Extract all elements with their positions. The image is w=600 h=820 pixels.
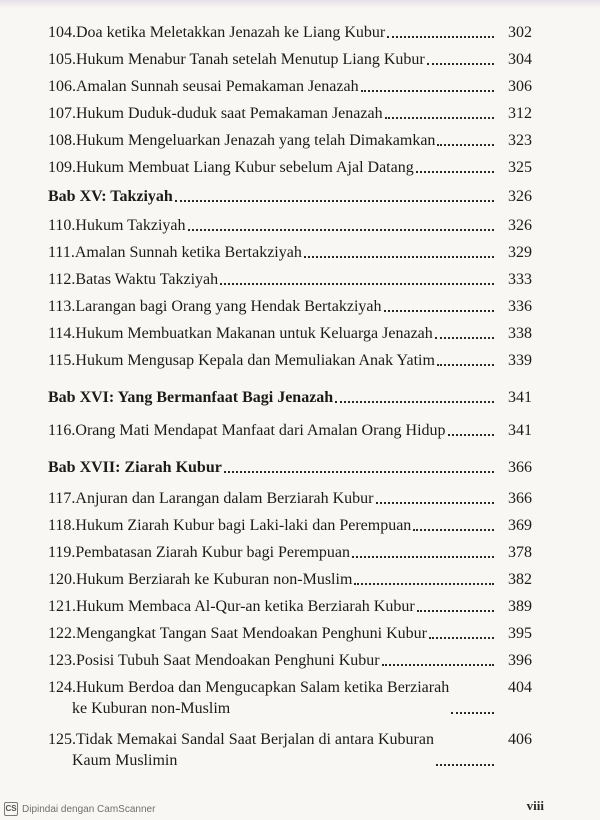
dot-leader	[417, 610, 494, 612]
toc-entry	[48, 488, 532, 509]
toc-entry-title: 117.Anjuran dan Larangan dalam Berziarah Kubur	[48, 490, 374, 507]
dot-leader	[429, 637, 494, 639]
camscanner-icon: CS	[4, 802, 18, 816]
table-of-contents	[48, 22, 532, 771]
toc-chapter	[48, 457, 532, 478]
toc-entry-title: 112.Batas Waktu Takziyah	[48, 271, 219, 288]
toc-entry-page: 312	[508, 105, 532, 122]
toc-entry	[48, 103, 532, 124]
toc-entry-page: 404	[508, 679, 532, 696]
toc-entry-title	[48, 677, 449, 719]
dot-leader	[437, 144, 494, 146]
toc-entry-title: 119.Pembatasan Ziarah Kubur bagi Perempuan	[48, 544, 350, 561]
toc-entry-title-line2: ke Kuburan non-Muslim	[72, 700, 231, 717]
toc-entry	[48, 49, 532, 70]
toc-entry-page: 306	[508, 78, 532, 95]
toc-entry-title: 115.Hukum Mengusap Kepala dan Memuliakan Anak Yatim	[48, 352, 435, 369]
toc-entry-title: 104.Doa ketika Meletakkan Jenazah ke Liang Kubur	[48, 24, 386, 41]
toc-entry-title: 122.Mengangkat Tangan Saat Mendoakan Penghuni Kubur	[48, 625, 427, 642]
toc-entry-title: 108.Hukum Mengeluarkan Jenazah yang telah Dimakamkan	[48, 132, 436, 149]
toc-entry	[48, 76, 532, 97]
toc-entry-page: 302	[508, 24, 532, 41]
toc-entry	[48, 269, 532, 290]
toc-entry	[48, 157, 532, 178]
dot-leader	[436, 764, 494, 766]
toc-entry-page: 325	[508, 159, 532, 176]
dot-leader	[361, 90, 494, 92]
toc-entry	[48, 542, 532, 563]
toc-entry-page: 382	[508, 571, 532, 588]
toc-entry	[48, 296, 532, 317]
toc-entry-title: 114.Hukum Membuatkan Makanan untuk Keluarga Jenazah	[48, 325, 433, 342]
dot-leader	[220, 283, 494, 285]
toc-entry-page: 326	[508, 217, 532, 234]
toc-entry-title-line1: 124.Hukum Berdoa dan Mengucapkan Salam ketika Berziarah	[48, 679, 450, 696]
dot-leader	[224, 471, 494, 473]
toc-entry-page: 336	[508, 298, 532, 315]
dot-leader	[451, 712, 494, 714]
page-number: viii	[526, 798, 544, 813]
toc-entry-page: 323	[508, 132, 532, 149]
dot-leader	[413, 529, 494, 531]
toc-entry	[48, 677, 532, 719]
toc-entry	[48, 596, 532, 617]
toc-entry-page: 389	[508, 598, 532, 615]
toc-entry-page: 378	[508, 544, 532, 561]
dot-leader	[382, 664, 494, 666]
dot-leader	[387, 36, 494, 38]
toc-entry-title: 118.Hukum Ziarah Kubur bagi Laki-laki dan Perempuan	[48, 517, 412, 534]
toc-entry-title: 106.Amalan Sunnah seusai Pemakaman Jenazah	[48, 78, 359, 95]
toc-entry-title: 120.Hukum Berziarah ke Kuburan non-Muslim	[48, 571, 353, 588]
dot-leader	[427, 63, 494, 65]
dot-leader	[175, 200, 494, 202]
toc-entry-page: 369	[508, 517, 532, 534]
dot-leader	[335, 401, 494, 403]
toc-entry	[48, 650, 532, 671]
toc-entry-title: 107.Hukum Duduk-duduk saat Pemakaman Jenazah	[48, 105, 383, 122]
toc-entry	[48, 215, 532, 236]
toc-entry-title: 123.Posisi Tubuh Saat Mendoakan Penghuni Kubur	[48, 652, 380, 669]
toc-entry-title: 116.Orang Mati Mendapat Manfaat dari Amalan Orang Hidup	[48, 422, 446, 439]
toc-entry-title-line1: 125.Tidak Memakai Sandal Saat Berjalan di antara Kuburan	[48, 731, 434, 748]
toc-chapter-title: Bab XVII: Ziarah Kubur	[48, 459, 222, 476]
toc-entry-title: 121.Hukum Membaca Al-Qur-an ketika Berziarah Kubur	[48, 598, 415, 615]
toc-entry-page: 339	[508, 352, 532, 369]
toc-entry	[48, 130, 532, 151]
scanner-watermark	[4, 802, 155, 816]
toc-entry-title: 110.Hukum Takziyah	[48, 217, 186, 234]
toc-entry	[48, 323, 532, 344]
toc-chapter-page: 341	[508, 389, 532, 406]
page-top-edge	[0, 0, 600, 8]
toc-entry	[48, 350, 532, 371]
toc-entry-page: 395	[508, 625, 532, 642]
toc-chapter-title: Bab XV: Takziyah	[48, 188, 173, 205]
scanner-watermark-text: Dipindai dengan CamScanner	[22, 803, 156, 815]
toc-chapter	[48, 186, 532, 207]
dot-leader	[304, 256, 494, 258]
toc-entry-page: 341	[508, 422, 532, 439]
toc-entry-title: 111.Amalan Sunnah ketika Bertakziyah	[48, 244, 302, 261]
dot-leader	[385, 117, 494, 119]
toc-entry	[48, 22, 532, 43]
toc-entry-page: 396	[508, 652, 532, 669]
toc-entry-page: 338	[508, 325, 532, 342]
toc-entry	[48, 729, 532, 771]
toc-entry	[48, 515, 532, 536]
dot-leader	[354, 583, 494, 585]
toc-entry	[48, 242, 532, 263]
dot-leader	[435, 337, 494, 339]
dot-leader	[188, 229, 494, 231]
toc-chapter	[48, 387, 532, 408]
toc-entry	[48, 623, 532, 644]
toc-entry-page: 406	[508, 731, 532, 748]
dot-leader	[448, 434, 494, 436]
toc-entry	[48, 569, 532, 590]
toc-chapter-page: 366	[508, 459, 532, 476]
toc-entry-page: 304	[508, 51, 532, 68]
toc-chapter-page: 326	[508, 188, 532, 205]
dot-leader	[384, 310, 495, 312]
toc-entry-title	[48, 729, 434, 771]
dot-leader	[416, 171, 494, 173]
toc-entry-title: 113.Larangan bagi Orang yang Hendak Bertakziyah	[48, 298, 382, 315]
toc-entry	[48, 420, 532, 441]
toc-entry-title: 109.Hukum Membuat Liang Kubur sebelum Ajal Datang	[48, 159, 414, 176]
toc-entry-page: 329	[508, 244, 532, 261]
toc-entry-title-line2: Kaum Muslimin	[72, 752, 178, 769]
dot-leader	[376, 502, 495, 504]
dot-leader	[437, 364, 494, 366]
toc-entry-title: 105.Hukum Menabur Tanah setelah Menutup Liang Kubur	[48, 51, 425, 68]
toc-entry-page: 366	[508, 490, 532, 507]
toc-chapter-title: Bab XVI: Yang Bermanfaat Bagi Jenazah	[48, 389, 334, 406]
dot-leader	[352, 556, 494, 558]
toc-entry-page: 333	[508, 271, 532, 288]
